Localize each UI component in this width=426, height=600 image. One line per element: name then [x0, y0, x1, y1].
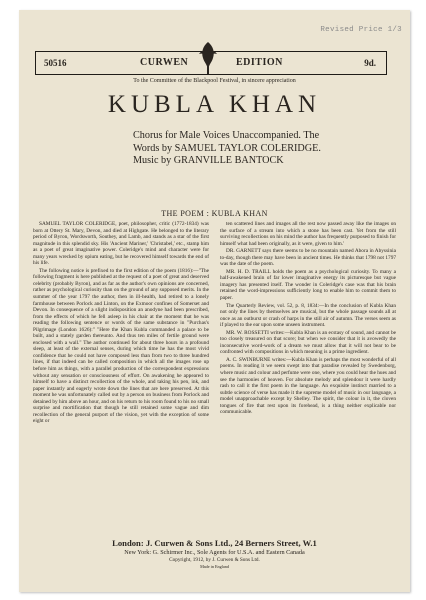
paragraph: MR. W. ROSSETTI writes:—Kubla Khan is an ecstasy of sound, and cannot be too closely treasured on that score; but when we consider that it is avowedly the inconsecutive word-work of a dream we must allow that it will not bear to be confronted with compositions in which meaning is a prime ingredient. — [220, 329, 396, 356]
edition-label-right: EDITION — [236, 57, 283, 68]
edition-label-left: CURWEN — [140, 57, 189, 68]
paragraph: A. C. SWINBURNE writes:—Kubla Khan is perhaps the most wonderful of all poems. In reading it we seem swept into that paradise revealed by Swedenborg, where music and colour and perfume were one, where you could hear the hues and see the harmonies of heaven. For absolute melody and splendour it were hardly rash to call it the first poem in the language. An exquisite instinct married to a subtle science of verse has made it the supreme model of music in our language, a model unapproachable except by Shelley. The spirit, the colour in it, the cloven tongues of fire that rest upon its forehead, is a thing neither explicable nor communicable. — [220, 356, 396, 416]
paragraph: The following notice is prefixed to the first edition of the poem (1816):—"The following fragment is here published at the request of a poet of great and deserved celebrity (probably Byron), and as far as the author's own opinions are concerned, rather as psychological curiosity than on the ground of any supposed merits. In the summer of the year 1797 the author, then in ill-health, had retired to a lonely farmhouse between Porlock and Linton, on the Exmoor confines of Somerset and Devon. In consequence of a slight indisposition an anodyne had been prescribed, from the effects of which he fell asleep in his chair at the moment that he was reading the following sentence or words of the same substance in "Purchas's Pilgrimage (London 1626):" "Here the Khan Kubla commanded a palace to be built, and a stately garden thereunto. And thus ten miles of fertile ground were enclosed with a wall." The author continued for about three hours in a profound sleep, at least of the external senses, during which time he has the most vivid confidence that he could not have composed less than from two to three hundred lines, if that indeed can be called composition in which all the images rose up before him as things, with a parallel production of the correspondent expressions without any sensation or consciousness of effort. On awakening he appeared to himself to have a distinct recollection of the whole, and taking his pen, ink, and paper instantly and eagerly wrote down the lines that are here preserved. At this moment he was unfortunately called out by a person on business from Porlock and detained by him above an hour, and on his return to his room found to his no small surprise and mortification that though he still retained some vague and dim recollection of the general purport of the vision, yet with the exception of some eight or — [33, 267, 209, 425]
revised-price-stamp: Revised Price 1/3 — [320, 26, 402, 34]
paragraph: DR. GARNETT says there seems to be no mountain named Abora in Abyssinia to-day, though there may have been in ancient times. He thinks that 1798 not 1797 was the date of the poem. — [220, 248, 396, 268]
price: 9d. — [364, 58, 376, 68]
agents-line: New York: G. Schirmer Inc., Sole Agents for U.S.A. and Eastern Canada — [124, 549, 305, 556]
copyright-line: Copyright, 1912, by J. Curwen & Sons Ltd. — [169, 557, 260, 563]
publisher-line: London: J. Curwen & Sons Ltd., 24 Berners Street, W.1 — [112, 538, 317, 548]
paragraph: MR. H. D. TRAILL holds the poem as a psychological curiosity. To many a half-awakened brain of far lower imaginative energy its picturesque but vague imagery has presented itself. The wonder in Coleridge's case was that his brain retained the word-impressions sufficiently long to enable him to commit them to paper. — [220, 268, 396, 302]
paragraph: The Quarterly Review, vol. 52, p. 8, 1834:—In the conclusion of Kubla Khan not only the lines by themselves are musical, but the whole passage sounds all at once as an outburst or crash of harps in the still air of autumn. The verses seem as if played to the ear upon some unseen instrument. — [220, 302, 396, 329]
left-text-column — [33, 221, 209, 426]
paragraph: ten scattered lines and images all the rest now passed away like the images on the surface of a stream into which a stone has been cast. Yet from the still surviving recollections on his mind the author has frequently purposed to finish for himself what had been originally, as it were, given to him.' — [220, 221, 396, 247]
score-cover-page — [19, 10, 410, 592]
made-in-line: Made in England — [200, 564, 229, 569]
dedication: To the Committee of the Blackpool Festival, in sincere appreciation — [133, 78, 296, 84]
poem-heading: THE POEM : KUBLA KHAN — [161, 209, 268, 218]
right-text-column — [220, 221, 396, 417]
page-title: KUBLA KHAN — [107, 91, 322, 118]
curwen-crest-icon — [195, 40, 221, 74]
publisher-footer — [19, 538, 410, 569]
subtitle: Chorus for Male Voices Unaccompanied. The Words by SAMUEL TAYLOR COLERIDGE. Music by GRANVILLE BANTOCK — [133, 130, 321, 166]
catalogue-number: 50516 — [44, 58, 67, 68]
paragraph: SAMUEL TAYLOR COLERIDGE, poet, philosopher, critic (1772-1834) was born at Ottery St. Mary, Devon, and died at Highgate. He belonged to the literary period of Byron, Wordsworth, Southey, and Lamb, and stands as a star of the first magnitude in this splendid sky. His 'Ancient Mariner,' 'Christabel,' etc., stamp him as a poet of great imaginative power. Coleridge's mind and character were for many years wrecked by opium eating, but he recovered himself towards the end of his life. — [33, 221, 209, 267]
